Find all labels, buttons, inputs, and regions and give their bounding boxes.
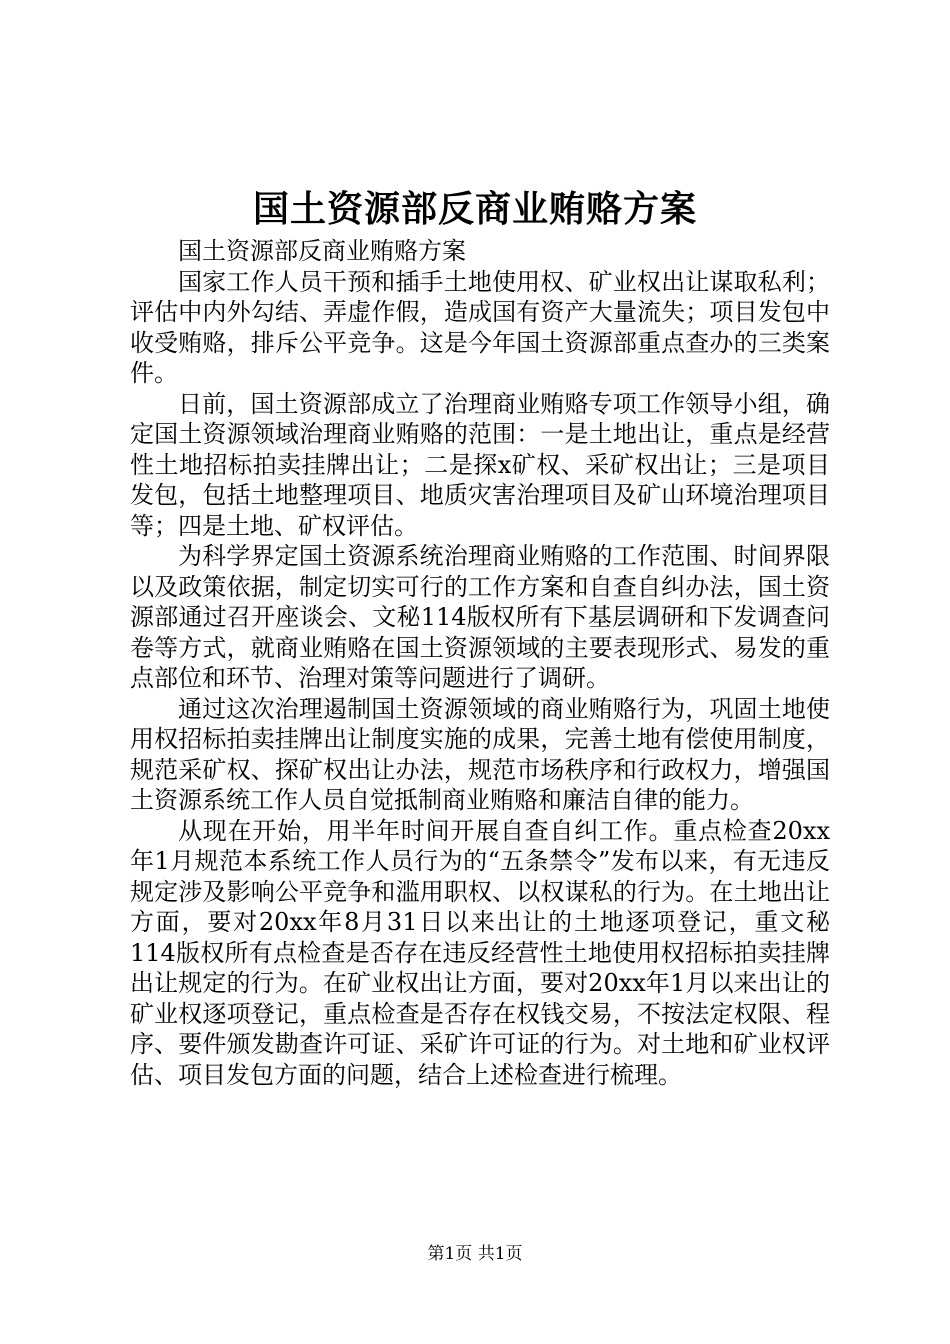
paragraph-cases: 国家工作人员干预和插手土地使用权、矿业权出让谋取私利；评估中内外勾结、弄虚作假，造成国有资产大量流失；项目发包中收受贿赂，排斥公平竞争。这是今年国土资源部重点查办的三类案件。	[130, 267, 830, 387]
document-title: 国土资源部反商业贿赂方案	[252, 188, 697, 230]
page-footer: 第1页 共1页	[427, 1244, 523, 1264]
paragraph-goals: 通过这次治理遏制国土资源领域的商业贿赂行为，巩固土地使用权招标拍卖挂牌出让制度实施的成果，完善土地有偿使用制度，规范采矿权、探矿权出让办法，规范市场秩序和行政权力，增强国土资源系统工作人员自觉抵制商业贿赂和廉洁自律的能力。	[130, 694, 830, 814]
paragraph-research: 为科学界定国土资源系统治理商业贿赂的工作范围、时间界限以及政策依据，制定切实可行的工作方案和自查自纠办法，国土资源部通过召开座谈会、文秘114版权所有下基层调研和下发调查问卷等方式，就商业贿赂在国土资源领域的主要表现形式、易发的重点部位和环节、治理对策等问题进行了调研。	[130, 542, 830, 692]
document-body	[130, 236, 830, 1090]
paragraph-scope: 日前，国土资源部成立了治理商业贿赂专项工作领导小组，确定国土资源领域治理商业贿赂的范围：一是土地出让，重点是经营性土地招标拍卖挂牌出让；二是探x矿权、采矿权出让；三是项目发包，包括土地整理项目、地质灾害治理项目及矿山环境治理项目等；四是土地、矿权评估。	[130, 389, 830, 540]
paragraph-self-inspection: 从现在开始，用半年时间开展自查自纠工作。重点检查20xx年1月规范本系统工作人员行为的“五条禁令”发布以来，有无违反规定涉及影响公平竞争和滥用职权、以权谋私的行为。在土地出让方面，要对20xx年8月31日以来出让的土地逐项登记，重文秘114版权所有点检查是否存在违反经营性土地使用权招标拍卖挂牌出让规定的行为。在矿业权出让方面，要对20xx年1月以来出让的矿业权逐项登记，重点检查是否存在权钱交易，不按法定权限、程序、要件颁发勘查许可证、采矿许可证的行为。对土地和矿业权评估、项目发包方面的问题，结合上述检查进行梳理。	[130, 816, 830, 1089]
paragraph-subtitle: 国土资源部反商业贿赂方案	[178, 237, 466, 265]
